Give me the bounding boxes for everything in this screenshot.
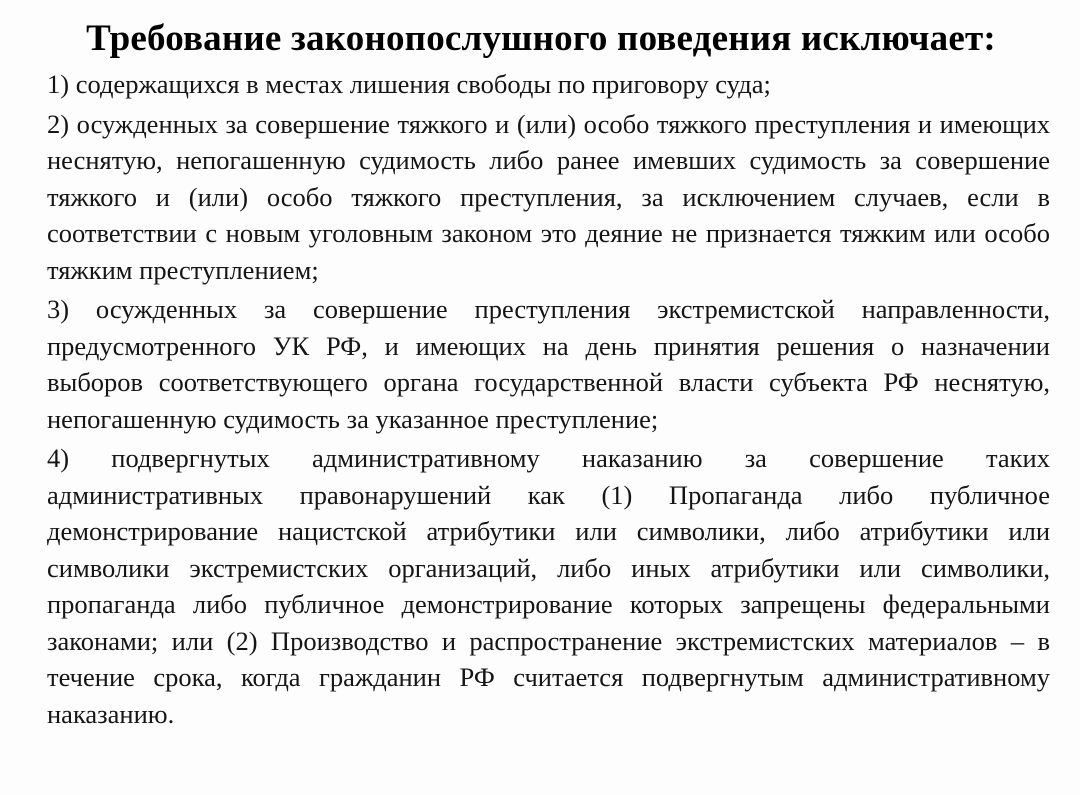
list-item-2: 2) осужденных за совершение тяжкого и (или) особо тяжкого преступления и имеющих неснятую, непогашенную судимость либо ранее имевших судимость за совершение тяжкого и (или) особо тяжкого преступления, за исключением случаев, если в соответствии с новым уголовным законом это деяние не признается тяжким или особо тяжким преступлением; bbox=[47, 108, 1050, 285]
list-item-1: 1) содержащихся в местах лишения свободы по приговору суда; bbox=[47, 69, 771, 99]
list-item-4: 4) подвергнутых административному наказанию за совершение таких административных правонарушений как (1) Пропаганда либо публичное демонстрирование нацистской атрибутики или символики, либо атрибутики или символики экстремистских организаций, либо иных атрибутики или символики, пропаганда либо публичное демонстрирование которых запрещены федеральными законами; или (2) Производство и распространение экстремистских материалов – в течение срока, когда гражданин РФ считается подвергнутым административному наказанию. bbox=[47, 443, 1050, 729]
list-item-3: 3) осужденных за совершение преступления экстремистской направленности, предусмотренного УК РФ, и имеющих на день принятия решения о назначении выборов соответствующего органа государственной власти субъекта РФ неснятую, непогашенную судимость за указанное преступление; bbox=[47, 294, 1050, 434]
slide-title: Требование законопослушного поведения исключает: bbox=[86, 18, 996, 59]
